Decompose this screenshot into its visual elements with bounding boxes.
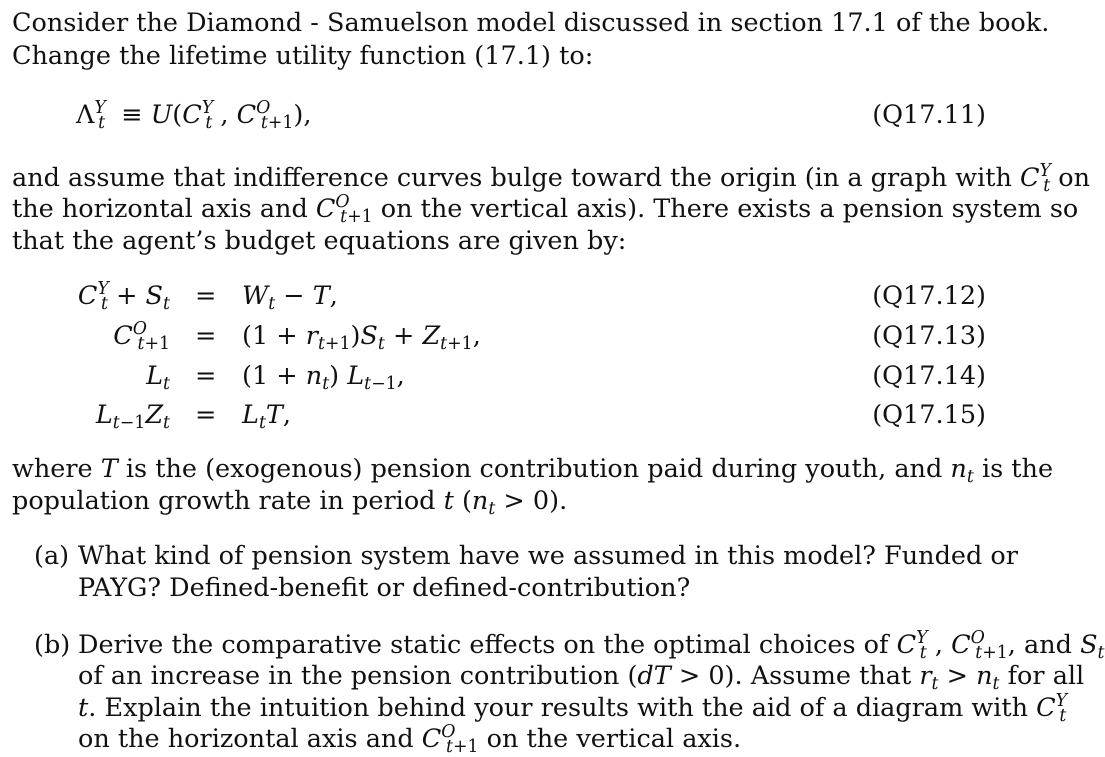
middle-line-1: [12, 161, 1091, 197]
question-b-line-1-text-a: Derive the comparative static effects on the optimal choices of: [78, 630, 889, 660]
eq12-equals: =: [195, 281, 217, 311]
math-r-gt-n: $r_t > n_t$: [919, 661, 1000, 695]
question-b-line-3-text-a: . Explain the intuition behind your results with the aid of a diagram with: [88, 693, 1029, 723]
question-b-line-2-text-b: . Assume that: [734, 661, 912, 691]
question-b-line-2-text-a: of an increase in the pension contribution: [78, 661, 620, 691]
after-line-2-text-b: .: [559, 486, 568, 516]
math-n-t: $n_t$: [950, 454, 974, 488]
eq13-equals: =: [195, 321, 217, 351]
eq13-lhs: $C^O_{t+1}$: [113, 319, 170, 355]
math-T: T: [100, 454, 118, 484]
equation-row-q17-13: [0, 321, 1080, 353]
after-line-2: [12, 486, 568, 520]
eq12-rhs: $W_t - T$,: [242, 281, 338, 315]
middle-line-2-text-b: on the vertical axis). There exists a pension system so: [380, 194, 1079, 224]
math-dT: (dT > 0): [627, 661, 735, 691]
after-line-1-text-a: where: [12, 454, 93, 484]
eq12-lhs: $C^Y_t + S_t$: [77, 279, 170, 315]
after-line-1-text-c: is the: [981, 454, 1054, 484]
middle-line-2: [12, 192, 1079, 228]
middle-line-2-text-a: the horizontal axis and: [12, 194, 308, 224]
middle-line-1-text-a: and assume that indifference curves bulge toward the origin (in a graph with: [12, 163, 1012, 193]
question-a-label: (a): [34, 541, 70, 571]
math-c-o-t1: $C^O_{t+1}$: [315, 192, 373, 228]
question-b-label: (b): [34, 630, 71, 660]
question-b-line-1: [78, 628, 1105, 664]
equation-tag-q17-15: (Q17.15): [872, 400, 986, 430]
math-c-y-t: $C^Y_t$: [1020, 161, 1051, 197]
equation-tag-q17-11: (Q17.11): [872, 100, 986, 130]
middle-line-3: that the agent’s budget equations are given by:: [12, 226, 627, 256]
question-a-line-1: What kind of pension system have we assumed in this model? Funded or: [78, 541, 1018, 571]
question-b-line-4-text-b: on the vertical axis.: [486, 724, 742, 754]
eq13-rhs: $(1 + r_{t+1})S_t + Z_{t+1}$,: [242, 321, 481, 355]
question-b-line-4-text-a: on the horizontal axis and: [78, 724, 414, 754]
after-line-1-text-b: is the (exogenous) pension contribution paid during youth, and: [125, 454, 943, 484]
eq14-rhs: $(1 + n_t)$ $L_{t-1}$,: [242, 361, 405, 395]
equation-row-q17-12: [0, 281, 1080, 313]
equation-row-q17-14: [0, 361, 1080, 393]
question-b-line-3: [78, 691, 1068, 727]
after-line-2-text-a: population growth rate in period: [12, 486, 436, 516]
after-line-1: [12, 454, 1054, 488]
question-b-line-1-text-b: and: [1024, 630, 1072, 660]
eq14-equals: =: [195, 361, 217, 391]
question-a-line-2: PAYG? Defined-benefit or defined-contribution?: [78, 573, 691, 603]
eq14-lhs: $L_t$: [146, 361, 170, 395]
math-choices: $C^Y_t$ , $C^O_{t+1}$,: [896, 628, 1016, 664]
math-s-t: $S_t$: [1080, 630, 1105, 664]
eq15-lhs: $L_{t-1}Z_t$: [95, 400, 170, 434]
equation-row-q17-15: [0, 400, 1080, 432]
equation-tag-q17-12: (Q17.12): [872, 281, 986, 311]
eq15-equals: =: [195, 400, 217, 430]
question-b-line-2: [78, 661, 1085, 695]
math-t: t: [78, 693, 89, 723]
equation-q17-11: $\Lambda^Y_t \equiv U(C^Y_t$ , $C^O_{t+1}$),: [76, 98, 312, 134]
math-t-condition: t $(n_t > 0)$: [443, 486, 560, 520]
eq15-rhs: $L_tT$,: [242, 400, 292, 434]
question-b-line-4: [78, 722, 742, 757]
math-c-y-t-b: $C^Y_t$: [1036, 691, 1068, 727]
question-b-line-2-text-c: for all: [1007, 661, 1085, 691]
middle-line-1-text-b: on: [1058, 163, 1091, 193]
equation-tag-q17-13: (Q17.13): [872, 321, 986, 351]
intro-line-1: Consider the Diamond - Samuelson model discussed in section 17.1 of the book.: [12, 8, 1050, 38]
math-c-o-t1-b: $C^O_{t+1}$: [421, 722, 479, 757]
equation-tag-q17-14: (Q17.14): [872, 361, 986, 391]
intro-line-2: Change the lifetime utility function (17.1) to:: [12, 41, 594, 71]
